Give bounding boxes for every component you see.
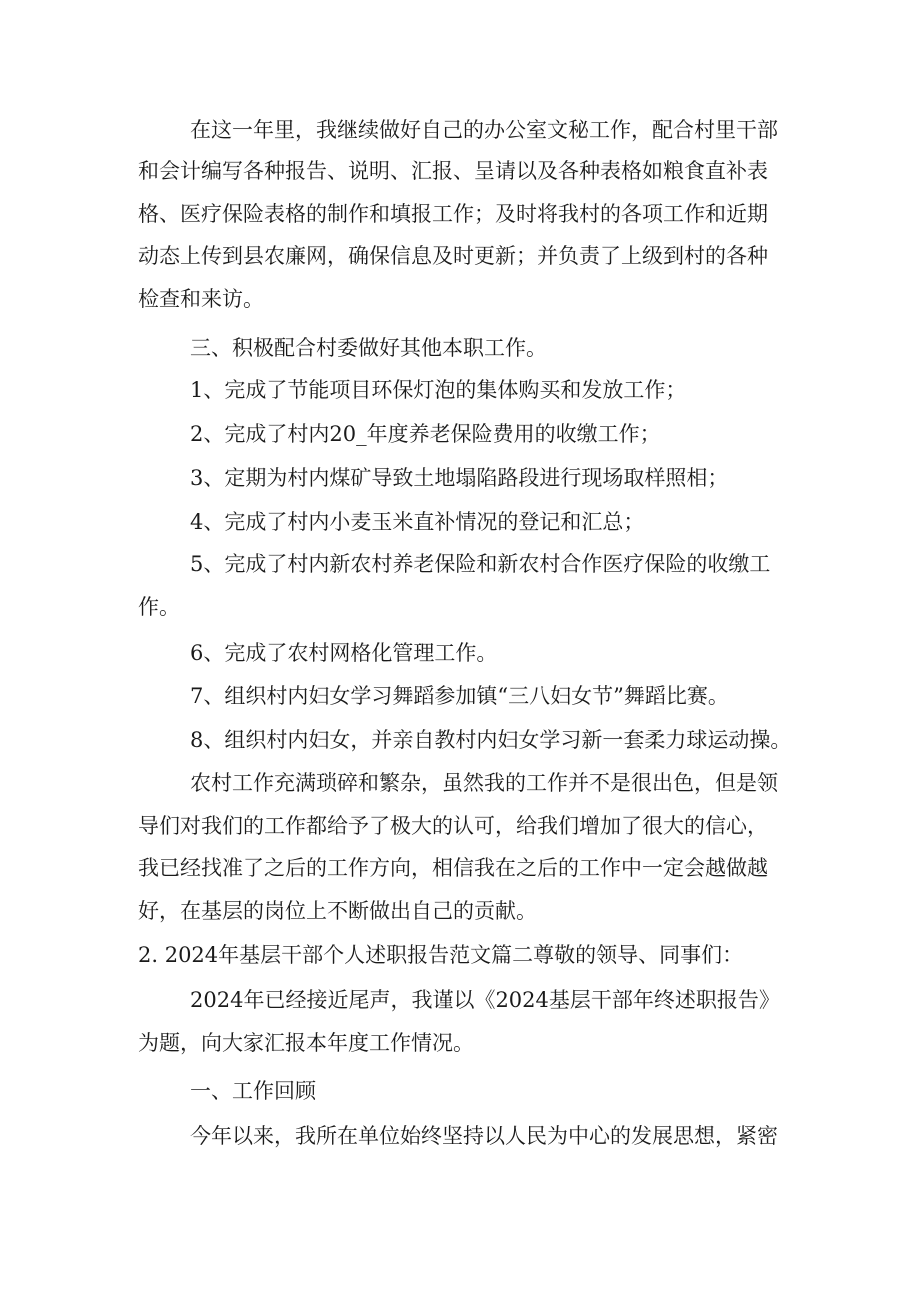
text-line: 检查和来访。 — [138, 287, 264, 311]
list-item: 8、组织村内妇女，并亲自教村内妇女学习新一套柔力球运动操。 — [190, 728, 792, 752]
text-line: 格、医疗保险表格的制作和填报工作；及时将我村的各项工作和近期 — [138, 202, 768, 226]
text-line: 2024年已经接近尾声，我谨以《2024基层干部年终述职报告》 — [190, 988, 780, 1012]
text-line: 动态上传到县农廉网，确保信息及时更新；并负责了上级到村的各种 — [138, 244, 768, 268]
list-item: 5、完成了村内新农村养老保险和新农村合作医疗保险的收缴工 — [190, 552, 771, 576]
text-line: 为题，向大家汇报本年度工作情况。 — [138, 1031, 474, 1055]
section-title: 2. 2024年基层干部个人述职报告范文篇二尊敬的领导、同事们： — [138, 943, 744, 967]
text-line: 今年以来，我所在单位始终坚持以人民为中心的发展思想，紧密 — [190, 1124, 778, 1148]
text-line: 导们对我们的工作都给予了极大的认可，给我们增加了很大的信心， — [138, 814, 768, 838]
list-item: 7、组织村内妇女学习舞蹈参加镇“三八妇女节”舞蹈比赛。 — [190, 684, 729, 708]
text-line: 在这一年里，我继续做好自己的办公室文秘工作，配合村里干部 — [190, 118, 778, 142]
list-item: 6、完成了农村网格化管理工作。 — [190, 641, 498, 665]
list-item: 1、完成了节能项目环保灯泡的集体购买和发放工作； — [190, 378, 687, 402]
list-item: 4、完成了村内小麦玉米直补情况的登记和汇总； — [190, 510, 645, 534]
text-line: 我已经找准了之后的工作方向，相信我在之后的工作中一定会越做越 — [138, 856, 768, 880]
section-heading: 三、积极配合村委做好其他本职工作。 — [190, 336, 547, 360]
list-item: 2、完成了村内20_年度养老保险费用的收缴工作； — [190, 422, 661, 446]
text-line: 好，在基层的岗位上不断做出自己的贡献。 — [138, 899, 537, 923]
list-item: 作。 — [138, 595, 180, 619]
section-heading: 一、工作回顾 — [190, 1079, 316, 1103]
text-line: 和会计编写各种报告、说明、汇报、呈请以及各种表格如粮食直补表 — [138, 159, 768, 183]
list-item: 3、定期为村内煤矿导致土地塌陷路段进行现场取样照相； — [190, 466, 729, 490]
text-line: 农村工作充满琐碎和繁杂，虽然我的工作并不是很出色，但是领 — [190, 771, 778, 795]
